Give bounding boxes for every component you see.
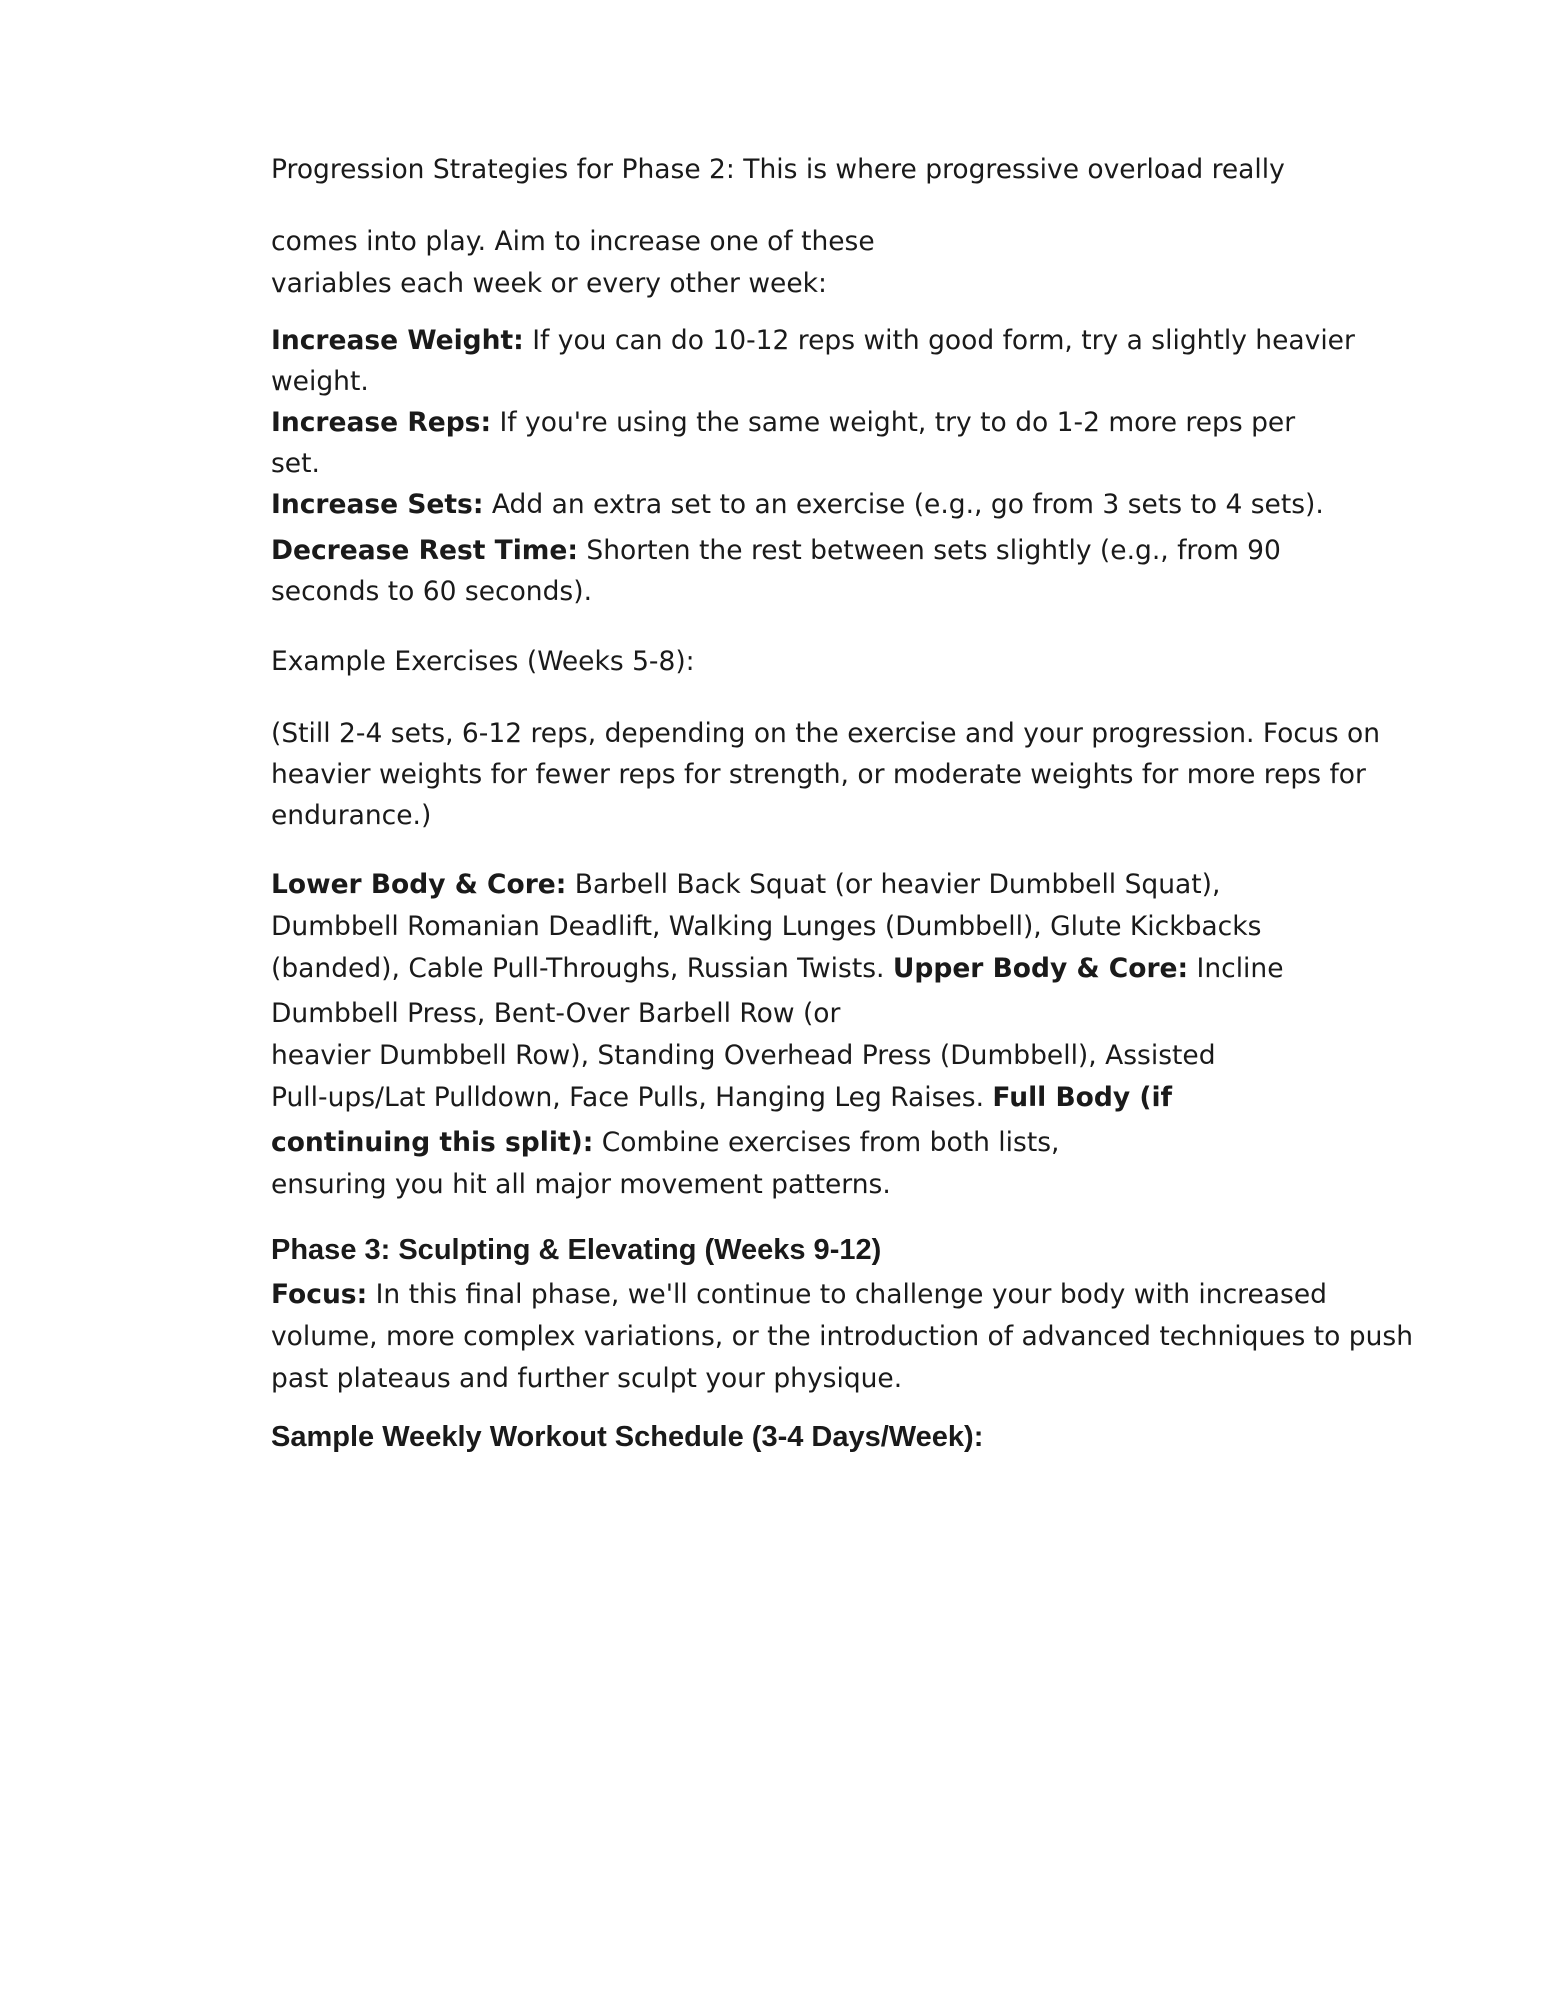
exercise-text: Barbell Back Squat (or heavier Dumbbell Squat), [566,869,1221,900]
progression-line-3: variables each week or every other week: [271,268,827,299]
upper-body-label: Upper Body & Core: [892,953,1189,984]
strategy-text: If you can do 10-12 reps with good form, try a slightly heavier [523,325,1355,356]
strategy-text-cont: set. [271,448,320,479]
full-body-label-cont: continuing this split): [271,1127,594,1158]
strategy-text-cont: weight. [271,366,369,397]
strategy-decrease-rest [271,530,1281,572]
strategy-label: Increase Sets: [271,489,484,520]
exercises-lower-line [271,864,1220,906]
focus-label: Focus: [271,1279,368,1310]
full-body-label: Full Body (if [992,1082,1173,1113]
focus-text: past plateaus and further sculpt your physique. [271,1363,903,1394]
strategy-label: Increase Weight: [271,325,524,356]
strategy-text: If you're using the same weight, try to do 1-2 more reps per [491,407,1296,438]
progression-line-1: Progression Strategies for Phase 2: This is where progressive overload really [271,154,1285,185]
example-heading: Example Exercises (Weeks 5-8): [271,646,695,677]
example-note-line: heavier weights for fewer reps for strength, or moderate weights for more reps for [271,759,1366,790]
strategy-text-cont: seconds to 60 seconds). [271,576,592,607]
exercises-mixed-line [271,1077,1172,1119]
exercise-text: heavier Dumbbell Row), Standing Overhead Press (Dumbbell), Assisted [271,1040,1216,1071]
focus-text: In this final phase, we'll continue to challenge your body with increased [367,1279,1327,1310]
strategy-text: Add an extra set to an exercise (e.g., go from 3 sets to 4 sets). [483,489,1324,520]
example-note-line: endurance.) [271,800,432,831]
exercises-mixed-line [271,948,1284,990]
schedule-heading: Sample Weekly Workout Schedule (3-4 Days/Week): [271,1421,984,1453]
lower-body-label: Lower Body & Core: [271,869,567,900]
strategy-label: Decrease Rest Time: [271,535,578,566]
strategy-increase-sets [271,484,1324,526]
exercise-text: (banded), Cable Pull-Throughs, Russian Twists. [271,953,893,984]
exercise-text: Dumbbell Romanian Deadlift, Walking Lunges (Dumbbell), Glute Kickbacks [271,911,1262,942]
exercise-text: Pull-ups/Lat Pulldown, Face Pulls, Hanging Leg Raises. [271,1082,993,1113]
exercise-text: Incline [1188,953,1284,984]
exercise-text: ensuring you hit all major movement patterns. [271,1169,891,1200]
exercise-text: Dumbbell Press, Bent-Over Barbell Row (or [271,998,841,1029]
strategy-label: Increase Reps: [271,407,492,438]
strategy-increase-reps [271,402,1295,444]
exercise-text: Combine exercises from both lists, [593,1127,1060,1158]
strategy-text: Shorten the rest between sets slightly (e.g., from 90 [577,535,1281,566]
strategy-increase-weight [271,320,1355,362]
focus-text: volume, more complex variations, or the introduction of advanced techniques to push [271,1321,1414,1352]
exercises-full-line [271,1122,1059,1164]
phase3-focus-line [271,1274,1327,1316]
example-note-line: (Still 2-4 sets, 6-12 reps, depending on the exercise and your progression. Focus on [271,718,1381,749]
progression-line-2: comes into play. Aim to increase one of these [271,226,875,257]
phase3-title: Phase 3: Sculpting & Elevating (Weeks 9-12) [271,1234,882,1266]
